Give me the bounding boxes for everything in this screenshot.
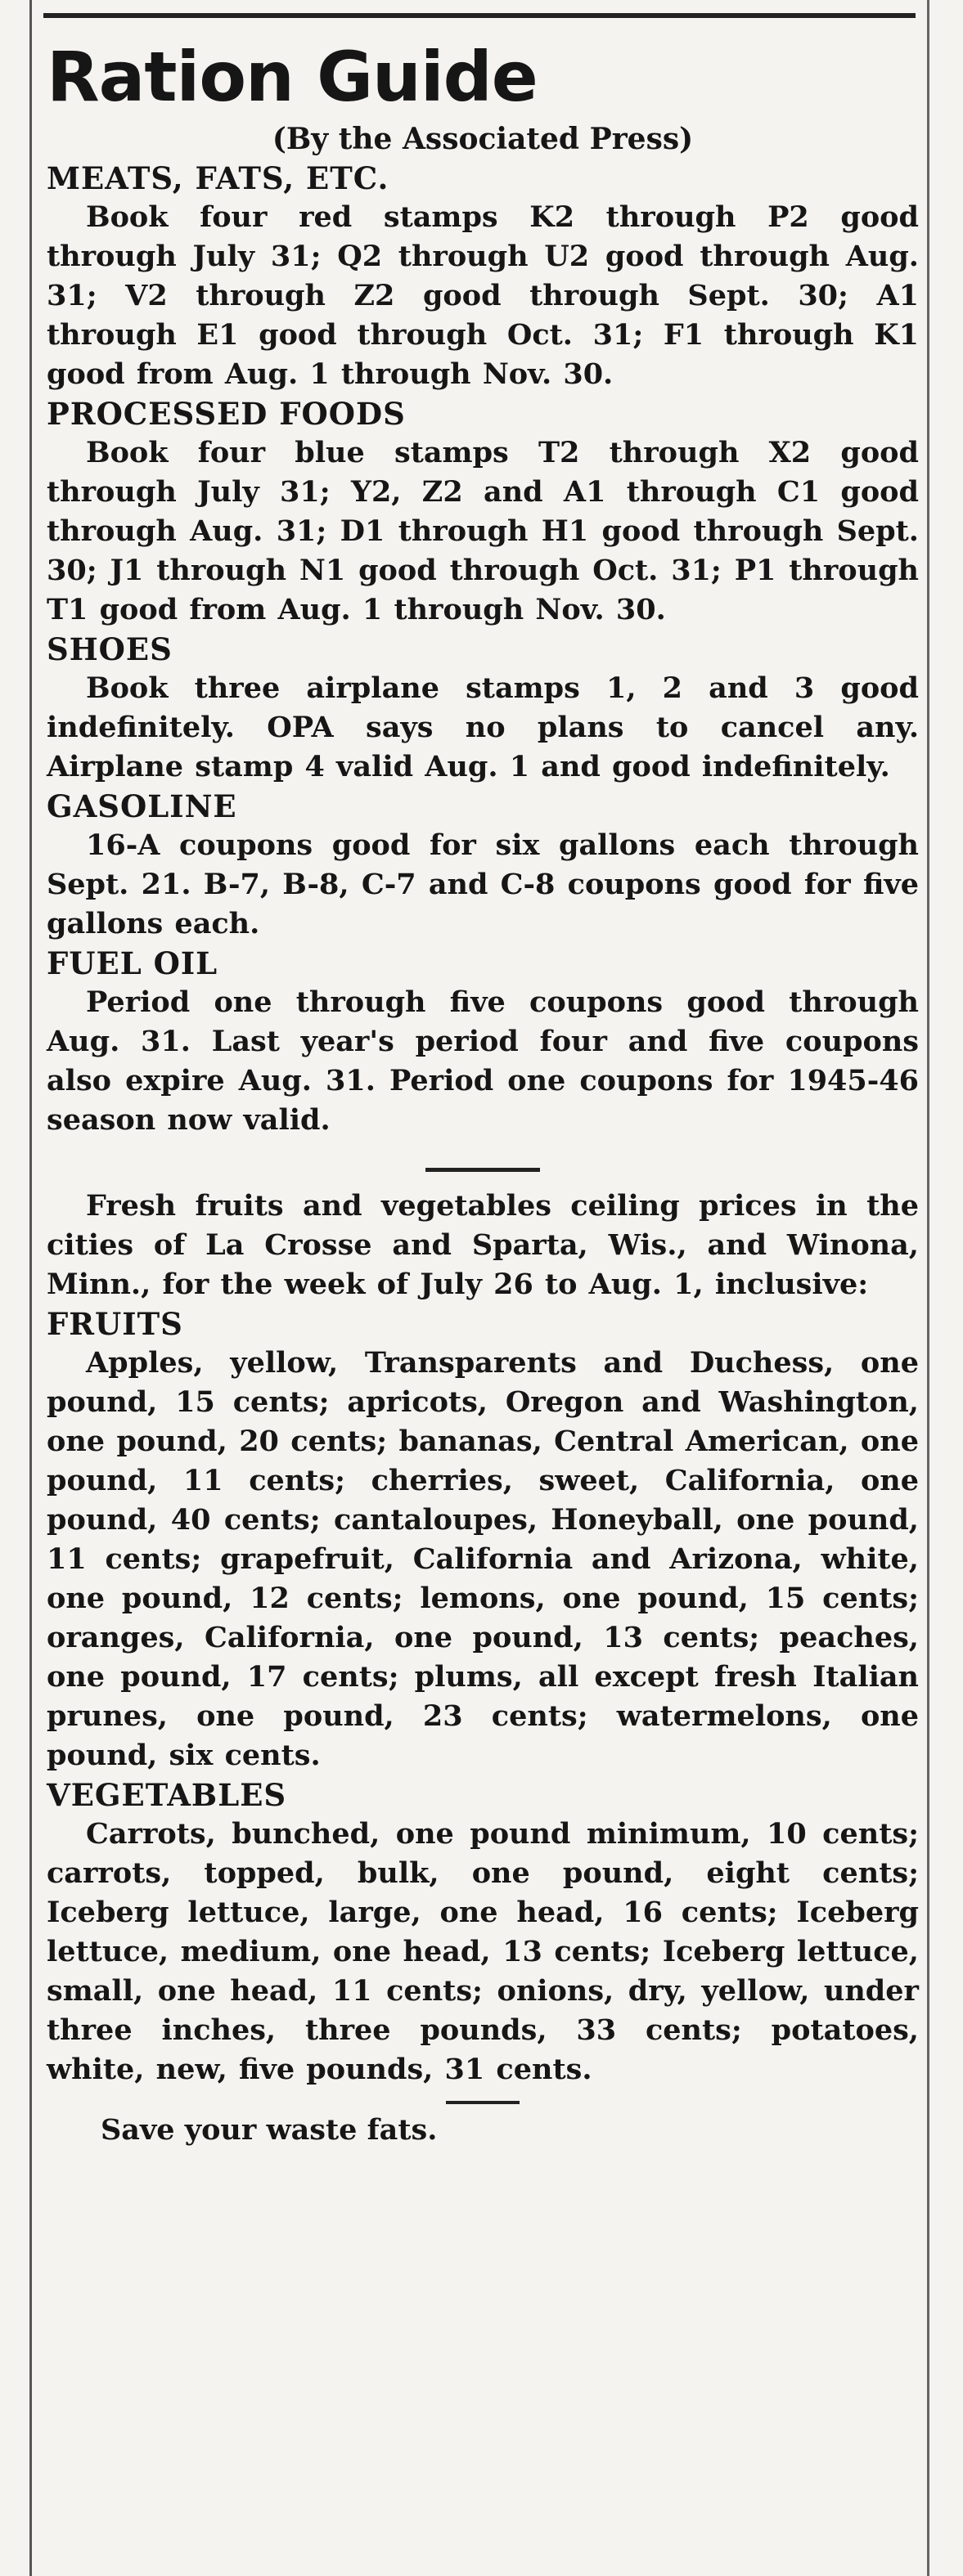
section-vegetables [47,1775,919,2089]
section-text: 16-A coupons good for six gallons each through Sept. 21. B-7, B-8, C-7 and C-8 coupons good for five gallons each. [47,828,919,940]
section-heading: PROCESSED FOODS [47,396,406,432]
divider-rule [425,1168,540,1172]
newspaper-clipping [29,0,929,2576]
section-heading: FUEL OIL [47,945,218,981]
article [47,36,919,2150]
section-text: Carrots, bunched, one pound minimum, 10 cents; carrots, topped, bulk, one pound, eight cents; Iceberg lettuce, large, one head, 16 cents; Iceberg lettuce, medium, one head, 13 cents; Iceberg lettuce, small, one head, 11 cents; onions, dry, yellow, under three inches, three pounds, 33 cents; potatoes, white, new, five pounds, 31 cents. [47,1817,919,2086]
footer-rule [446,2101,520,2104]
section-heading: SHOES [47,631,173,667]
section-fuel-oil [47,944,919,1140]
section-heading: MEATS, FATS, ETC. [47,160,389,196]
section-shoes [47,630,919,787]
section-text: Book four blue stamps T2 through X2 good through July 31; Y2, Z2 and A1 through C1 good through Aug. 31; D1 through H1 good through Sept. 30; J1 through N1 good through Oct. 31; P1 through T1 good from Aug. 1 through Nov. 30. [47,436,919,626]
section-text: Book four red stamps K2 through P2 good through July 31; Q2 through U2 good through Aug. 31; V2 through Z2 good through Sept. 30; A1 through E1 good through Oct. 31; F1 through K1 good from Aug. 1 through Nov. 30. [47,200,919,391]
section-heading: VEGETABLES [47,1777,287,1813]
section-text: Apples, yellow, Transparents and Duchess, one pound, 15 cents; apricots, Oregon and Washington, one pound, 20 cents; bananas, Central American, one pound, 11 cents; cherries, sweet, California, one pound, 40 cents; cantaloupes, Honeyball, one pound, 11 cents; grapefruit, California and Arizona, white, one pound, 12 cents; lemons, one pound, 15 cents; oranges, California, one pound, 13 cents; peaches, one pound, 17 cents; plums, all except fresh Italian prunes, one pound, 23 cents; watermelons, one pound, six cents. [47,1346,919,1772]
closing-line: Save your waste fats. [101,2113,438,2147]
section-gasoline [47,787,919,944]
section-processed-foods [47,394,919,630]
top-rule [43,13,916,18]
prices-intro: Fresh fruits and vegetables ceiling prices in the cities of La Crosse and Sparta, Wis., and Winona, Minn., for the week of July 26 to Aug. 1, inclusive: [47,1189,919,1301]
byline: (By the Associated Press) [272,122,694,156]
section-text: Book three airplane stamps 1, 2 and 3 good indefinitely. OPA says no plans to cancel any. Airplane stamp 4 valid Aug. 1 and good indefinitely. [47,671,919,783]
article-title: Ration Guide [47,37,538,117]
section-heading: FRUITS [47,1306,183,1342]
section-fruits [47,1304,919,1775]
section-heading: GASOLINE [47,788,237,824]
section-text: Period one through five coupons good through Aug. 31. Last year's period four and five coupons also expire Aug. 31. Period one coupons for 1945-46 season now valid. [47,985,919,1137]
section-meats [47,159,919,394]
